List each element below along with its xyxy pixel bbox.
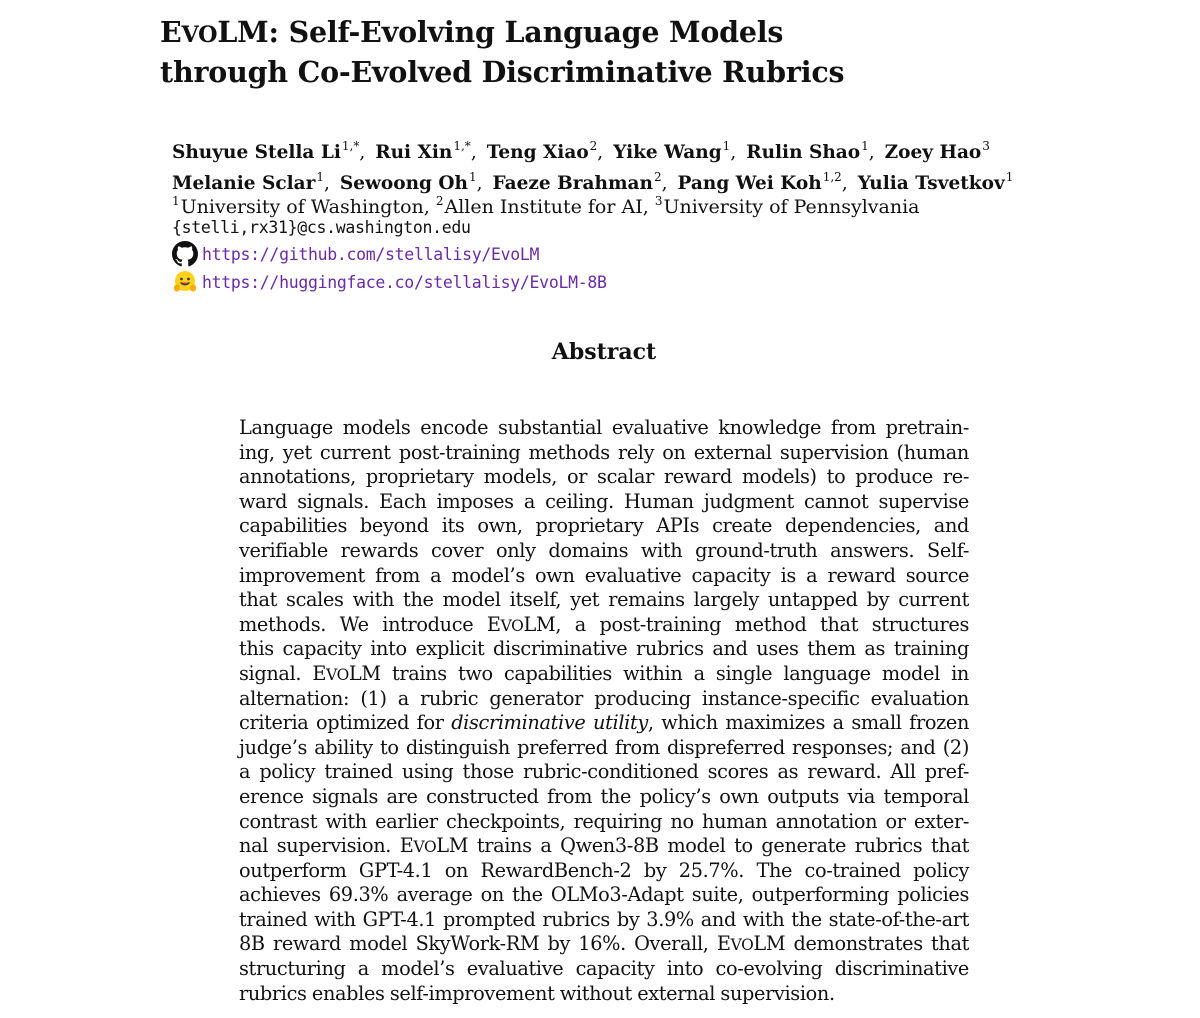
author-name: Pang Wei Koh$^{1,2}$,: [677, 170, 848, 194]
abstract-line: alternation: (1) a rubric generator producing instance-specific evaluation: [239, 686, 969, 710]
abstract-line: erence signals are constructed from the policy’s own outputs via temporal: [239, 784, 969, 808]
affiliation-mark: 1: [172, 194, 180, 208]
author-list: [172, 131, 1072, 193]
abstract-line: outperform GPT-4.1 on RewardBench-2 by 25.7%. The co-trained policy: [239, 858, 969, 882]
author-name-text: Rulin Shao: [746, 142, 861, 163]
author-name: Shuyue Stella $Li^{1,*}$,: [172, 139, 366, 163]
github-icon: [172, 241, 198, 267]
github-link-row: [172, 241, 539, 267]
abstract-line: contrast with earlier checkpoints, requiring no human annotation or exter-: [239, 809, 969, 833]
author-affil-mark: 1: [1005, 170, 1014, 184]
affiliation: [655, 196, 920, 218]
abstract-line: trained with GPT-4.1 prompted rubrics by 3.9% and with the state-of-the-art: [239, 907, 969, 931]
abstract-line: signal. EVOLM trains two capabilities within a single language model in: [239, 661, 969, 685]
abstract-body: [239, 416, 969, 1006]
abstract-line: ward signals. Each imposes a ceiling. Human judgment cannot supervise: [239, 489, 969, 513]
affiliation: [172, 196, 424, 218]
abstract-line: structuring a model’s evaluative capacity into co-evolving discriminative: [239, 957, 969, 981]
huggingface-link-row: [172, 269, 607, 295]
author-name: Rui Xin$^{1,*}$,: [375, 139, 477, 163]
author-line-1: [172, 131, 1072, 162]
abstract-line: rubrics enables self-improvement without external supervision.: [239, 981, 835, 1005]
abstract-line: improvement from a model’s own evaluative capacity is a reward source: [239, 563, 969, 587]
affiliation-name: Allen Institute for AI: [444, 196, 643, 218]
author-name: Yike Wang$^1$,: [613, 139, 737, 163]
abstract-line: this capacity into explicit discriminative rubrics and uses them as training: [239, 637, 969, 661]
author-name: Sewoong Oh$^1$,: [339, 170, 483, 194]
abstract-heading: Abstract: [551, 339, 657, 365]
author-name-text: Teng Xiao: [486, 142, 589, 163]
author-affil-mark: 1,*: [341, 139, 360, 153]
author-affil-mark: 1: [722, 139, 731, 153]
abstract-line: judge’s ability to distinguish preferred from dispreferred responses; and (2): [239, 735, 969, 759]
affiliation-name: University of Pennsylvania: [663, 196, 920, 218]
abstract-line: achieves 69.3% average on the OLMo3-Adapt suite, outperforming policies: [239, 883, 969, 907]
affiliation: [436, 196, 643, 218]
author-affil-mark: 2: [589, 139, 598, 153]
huggingface-icon: [172, 269, 198, 295]
abstract-line: Language models encode substantial evaluative knowledge from pretrain-: [239, 416, 969, 439]
author-affil-mark: 2: [653, 170, 662, 184]
author-affil-mark: 1: [469, 170, 477, 184]
abstract-line: that scales with the model itself, yet remains largely untapped by current: [239, 588, 969, 612]
huggingface-link[interactable]: https://huggingface.co/stellalisy/EvoLM-8B: [202, 272, 607, 292]
abstract-line: ing, yet current post-training methods rely on external supervision (human: [239, 440, 969, 464]
author-affil-mark: 1: [861, 139, 869, 153]
author-name-text: Melanie Sclar: [172, 173, 316, 194]
abstract-line: methods. We introduce EVOLM, a post-training method that structures: [239, 612, 969, 636]
affiliation-name: University of Washington: [180, 196, 424, 218]
affiliation-mark: 2: [435, 194, 444, 208]
affiliations: $^1$University of Washington, $^2$Allen Institute for AI, $^3$University of Pennsylvania: [172, 194, 920, 218]
abstract-line: capabilities beyond its own, proprietary APIs create dependencies, and: [239, 514, 969, 538]
abstract-line: 8B reward model SkyWork-RM by 16%. Overall, EVOLM demonstrates that: [239, 932, 970, 956]
author-name-text: Shuyue Stella Li: [172, 142, 341, 163]
author-name-text: Faeze Brahman: [492, 173, 653, 194]
affiliation-mark: 3: [654, 194, 663, 208]
author-name: Rulin Shao$^1$,: [746, 139, 875, 163]
author-name-text: Yulia Tsvetkov: [857, 173, 1005, 194]
author-affil-mark: 1: [316, 170, 324, 184]
author-name-text: Rui Xin: [375, 142, 453, 163]
abstract-line: criteria optimized for discriminative utility, which maximizes a small frozen: [239, 711, 970, 735]
author-affil-mark: 1,*: [453, 139, 471, 153]
title-line-2: through Co-Evolved Discriminative Rubrics: [160, 55, 845, 89]
title-line-1: EVOLM: Self-Evolving Language Models: [160, 15, 784, 49]
contact-email: {stelli,rx31}@cs.washington.edu: [172, 218, 471, 237]
author-name-text: Pang Wei Koh: [677, 173, 822, 194]
author-name-text: Sewoong Oh: [339, 173, 469, 194]
abstract-line: annotations, proprietary models, or scalar reward models) to produce re-: [239, 465, 969, 489]
author-name: Melanie Sclar$^1$,: [172, 170, 330, 194]
abstract-line: nal supervision. EVOLM trains a Qwen3-8B model to generate rubrics that: [239, 834, 969, 858]
abstract-line: verifiable rewards cover only domains with ground-truth answers. Self-: [239, 538, 969, 562]
author-name-text: Zoey Hao: [884, 142, 982, 163]
paper-title: [160, 14, 1060, 91]
author-name: Teng Xiao$^2$,: [486, 139, 604, 163]
author-name-text: Yike Wang: [613, 142, 722, 163]
author-affil-mark: 3: [982, 139, 990, 153]
github-link[interactable]: https://github.com/stellalisy/EvoLM: [202, 244, 540, 264]
abstract-line: a policy trained using those rubric-conditioned scores as reward. All pref-: [239, 760, 969, 784]
author-affil-mark: 1,2: [822, 170, 842, 184]
author-name: Faeze Brahman$^2$,: [492, 170, 668, 194]
